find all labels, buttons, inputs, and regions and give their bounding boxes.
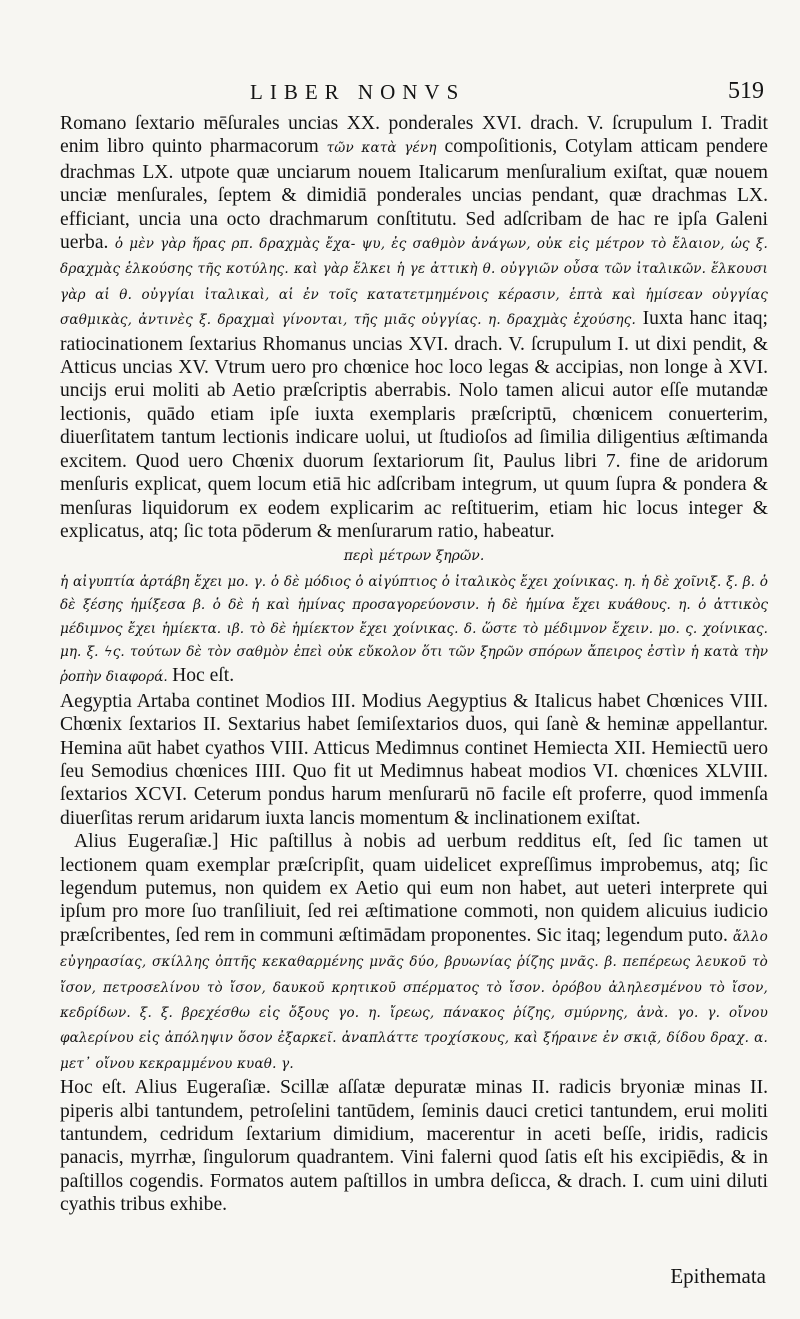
latin-text: Iuxta hanc itaq; ratiocinationem ſextarius Rhomanus uncias XVI. drach. V. ſcrupulum I. ut dixi pendit, & Atticus uncias XV. Vtrum uero pro chœnice hoc loco legas & accipias, non longe à XVI. uncijs erui moliti ab Aetio præſcriptis aberrabis. Nolo tamen alicui autor eſſe mutandæ lectionis, quādo etiam ipſe iuxta exemplaris præſcriptū, chœnicem conuerterim, diuerſitatem tantum lectionis indicare uolui, ut ſtudioſos ad ſimilia diligentius æſtimanda excitem. Quod uero Chœnix duorum ſextariorum ſit, Paulus libri 7. fine de aridorum menſuris explicat, quem locum etiā hic adſcribam integrum, ut quum ſupra & pondera & menſuras liquidorum ex eodem explicarim ac reſtituerim, etiam hic locus integer & explicatus, atq; ſic tota pōderum & menſurarum ratio, habeatur. [60, 308, 768, 542]
hoc-est-label: Hoc eſt. [172, 665, 235, 687]
hoc-est-label: Hoc eſt. [60, 1077, 127, 1099]
greek-phrase: τῶν κατὰ γένη [326, 140, 437, 157]
latin-text: Romano ſextario mēſurales uncias XX. ponderales XVI. drach. V. ſcrupulum I. Tradit enim libro quinto pharmacorum [60, 113, 768, 158]
page-number: 519 [728, 78, 764, 104]
main-text [60, 112, 768, 1217]
running-title: LIBER NONVS [250, 80, 466, 104]
paragraph-4 [60, 1076, 768, 1216]
latin-text: Alius Eugeraſiæ. Scillæ aſſatæ depuratæ minas II. radicis bryoniæ minas II. piperis albi tantundem, petroſelini tantūdem, ſeminis dauci cretici tantundem, erui moliti tantundem, cedridum ſextarium dimidium, macerentur in aceti beſſe, iridis, radicis panacis, myrrhæ, ſingulorum quadrantem. Vini falerni quod ſatis eſt his excipiēdis, & in paſtillos cogendis. Formatos autem paſtillos in umbra deſicca, & drach. I. cum uini diluti cyathis tribus exhibe. [60, 1077, 768, 1216]
greek-quotation: ὁ μὲν γὰρ ἥρας ρπ. δραχμὰς ἔχα- ψυ, ἐς σαθμὸν ἀνάγων, οὐκ εἰς μέτρον τὸ ἔλαιον, ὡς ξ. δραχμὰς ἑλκούσης τῆς κοτύλης. καὶ γὰρ ἕλκει ἡ γε ἀττικὴ θ. οὐγγιῶν οὖσα τῶν ἰταλικῶν. ἕλκουσι γὰρ αἱ θ. οὐγγίαι ἰταλικαὶ, αἱ ἐν τοῖς κατατετμημένοις κέρασιν, ἑπτὰ καὶ ἡμίσεαν οὐγγίας σαθμικὰς, ἀντινὲς ξ. δραχμαὶ γίνονται, τῆς μιᾶς οὐγγίας. η. δραχμὰς ἐχούσης. [60, 236, 769, 329]
paragraph-1 [60, 112, 768, 543]
greek-heading: περὶ μέτρων ξηρῶν. [343, 548, 485, 565]
latin-text: Alius Eugeraſiæ.] Hic paſtillus à nobis ad uerbum redditus eſt, ſed ſic tamen ut lectionem quam exemplar præſcripſit, quam uidelicet expreſſimus improbemus, atq; ſic legendum putemus, non quidem ex Aetio qui eum non habet, aut ueteri interprete qui ipſum pro more ſuo tranſiliuit, ſed rei æſtimatione commoti, non quidem alicuius iudicio præſcribentes, ſed rem in communi æſtimādam proponentes. Sic itaq; legendum puto. [60, 831, 768, 946]
latin-text: compoſitionis, Cotylam atticam pendere drachmas LX. utpote quæ unciarum nouem Italicarum menſuralium exiſtat, quæ nouem unciæ menſurales, ſeptem & dimidiā ponderales uncias pendant, quæ drachmas LX. efficiant, uncia una octo drachmarum conſtitutu. Sed adſcribam de hac re ipſa Galeni uerba. [60, 136, 769, 254]
greek-measures-text: ἡ αἰγυπτία ἀρτάβη ἔχει μο. γ. ὁ δὲ μόδιος ὁ αἰγύπτιος ὁ ἰταλικὸς ἔχει χοίνικας. η. ἡ δὲ χοῖνιξ. ξ. β. ὁ δὲ ξέσης ἡμίξεσα β. ὁ δὲ ἡ καὶ ἡμίνας προσαγορεύονσιν. ἡ δὲ ἡμίνα ἔχει κυάθους. η. ὁ ἀττικὸς μέδιμνος ἔχει ἡμίεκτα. ιβ. τὸ δὲ ἡμίεκτον ἔχει χοίνικας. δ. ὥστε τὸ μέδιμνον ἔχειν. μο. ς. χοίνικας. μη. ξ. ϟς. τούτων δὲ τὸν σαθμὸν ἐπεὶ οὐκ εὔκολον ὅτι τῶν ξηρῶν σπόρων ἄπειρος ἐστὶν ἡ κατὰ τὴν ῥοπὴν διαφορά. [60, 573, 768, 686]
paragraph-3 [60, 830, 768, 1076]
greek-recipe: ἄλλο εὐγηρασίας, σκίλλης ὀπτῆς κεκαθαρμένης μνᾶς δύο, βρυωνίας ῥίζης μνᾶς. β. πεπέρεως λευκοῦ τὸ ἴσον, πετροσελίνου τὸ ἴσον, δαυκοῦ κρητικοῦ σπέρματος τὸ ἴσον. ὀρόβου ἀληλεσμένου τὸ ἴσον, κεδρίδων. ξ. ξ. βρεχέσθω εἰς ὄξους γο. η. ἴρεως, πάνακος ῥίζης, σμύρνης, ἀνὰ. γο. γ. οἴνου φαλερίνου εἰς ἀπόληψιν ὅσον ἐξαρκεῖ. ἀναπλάττε τροχίσκους, καὶ ξήραινε ἐν σκιᾷ, δίδου δραχ. α. μετ᾽ οἴνου κεκραμμένου κυαθ. γ. [60, 928, 768, 1072]
paragraph-2: Aegyptia Artaba continet Modios III. Modius Aegyptius & Italicus habet Chœnices VIII. Chœnix ſextarios II. Sextarius habet ſemiſextarios duos, qui ſanè & heminæ appellantur. Hemina aūt habet cyathos VIII. Atticus Medimnus continet Hemiecta XII. Hemiectū uero ſeu Semodius chœnices IIII. Quo fit ut Medimnus habeat modios VI. chœnices XLVIII. ſextarios XCVI. Ceterum pondus harum menſurarū nō facile eſt proferre, quod immenſa diuerſitas rerum aridarum iuxta lancis momentum & inclinationem exiſtat. [60, 690, 768, 829]
page-header [60, 80, 770, 112]
catchword: Epithemata [670, 1264, 766, 1288]
greek-measures-table [60, 571, 768, 690]
